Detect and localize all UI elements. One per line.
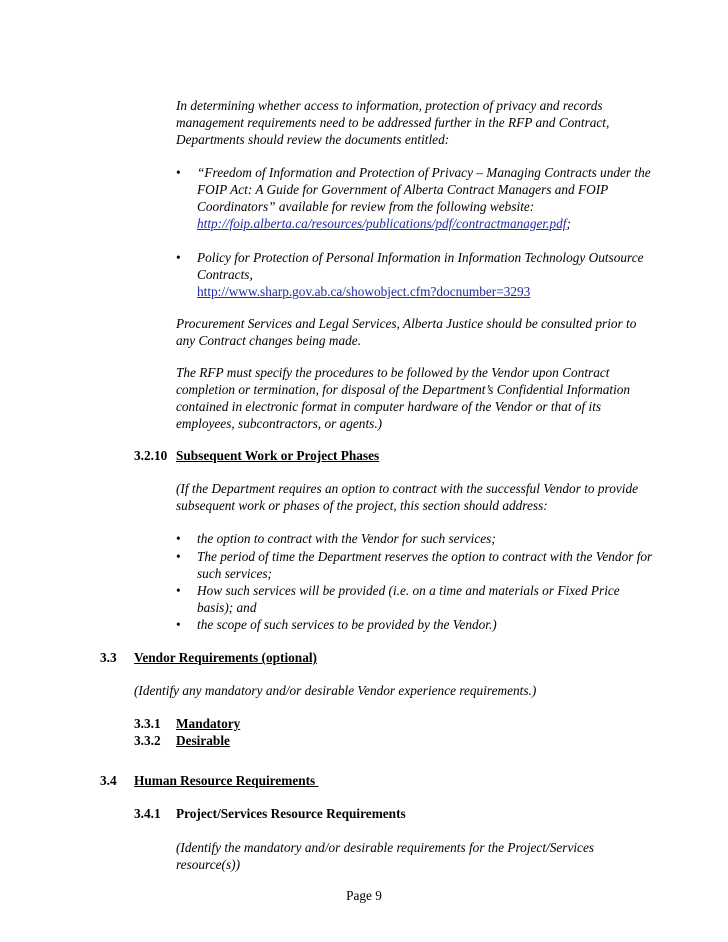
list-item-text: the option to contract with the Vendor for such services; <box>197 531 496 546</box>
list-item <box>176 616 656 633</box>
foip-guide-link[interactable]: http://foip.alberta.ca/resources/publications/pdf/contractmanager.pdf <box>197 216 567 231</box>
list-item-text: the scope of such services to be provided by the Vendor.) <box>197 617 497 632</box>
subsection-heading-3-4-1 <box>134 805 406 822</box>
list-item-text: The period of time the Department reserves the option to contract with the Vendor for such services; <box>197 549 653 581</box>
document-list-item <box>176 249 656 300</box>
document-title-text: “Freedom of Information and Protection of Privacy – Managing Contracts under the FOIP Act: A Guide for Government of Alberta Contract Managers and FOIP Coordinators” available for review from the following website: <box>197 165 651 214</box>
section-title: Project/Services Resource Requirements <box>176 806 406 821</box>
bullet-glyph: • <box>176 531 181 546</box>
section-number: 3.3.1 <box>134 716 161 731</box>
section-title: Subsequent Work or Project Phases <box>176 448 380 463</box>
list-item <box>176 530 656 547</box>
intro-paragraph: In determining whether access to information, protection of privacy and records management requirements need to be addressed further in the RFP and Contract, Departments should review the documents entitled: <box>176 98 610 147</box>
section-title: Vendor Requirements (optional) <box>134 650 317 665</box>
page-number: Page 9 <box>346 888 382 903</box>
bullet-glyph: • <box>176 165 181 180</box>
section-number: 3.4.1 <box>134 806 161 821</box>
section-number: 3.3.2 <box>134 733 161 748</box>
section-heading-3-4 <box>100 772 319 789</box>
section-3-2-10-intro: (If the Department requires an option to contract with the successful Vendor to provide subsequent work or phases of the project, this section should address: <box>176 481 638 513</box>
section-title: Desirable <box>176 733 230 748</box>
section-3-4-1-note: (Identify the mandatory and/or desirable requirements for the Project/Services resource(s)) <box>176 840 595 872</box>
document-list-item <box>176 164 656 232</box>
sharp-policy-link[interactable]: http://www.sharp.gov.ab.ca/showobject.cfm?docnumber=3293 <box>197 284 531 299</box>
subsection-heading-3-3-2 <box>134 732 230 749</box>
section-heading-3-3 <box>100 649 317 666</box>
section-title: Mandatory <box>176 716 241 731</box>
section-3-3-note: (Identify any mandatory and/or desirable Vendor experience requirements.) <box>134 683 537 698</box>
bullet-glyph: • <box>176 250 181 265</box>
termination-paragraph: The RFP must specify the procedures to be followed by the Vendor upon Contract completion or termination, for disposal of the Department’s Confidential Information contained in electronic format in computer hardware of the Vendor or that of its employees, subcontractors, or agents.) <box>176 365 631 431</box>
bullet-glyph: • <box>176 617 181 632</box>
list-item <box>176 548 656 582</box>
bullet-glyph: • <box>176 583 181 598</box>
subsection-heading-3-3-1 <box>134 715 240 732</box>
section-heading-3-2-10 <box>134 447 379 464</box>
section-number: 3.3 <box>100 650 117 665</box>
section-title: Human Resource Requirements <box>134 773 316 788</box>
document-title-text: Policy for Protection of Personal Information in Information Technology Outsource Contracts, <box>197 250 644 282</box>
list-item-text: How such services will be provided (i.e. on a time and materials or Fixed Price basis); and <box>197 583 620 615</box>
section-number: 3.2.10 <box>134 448 168 463</box>
list-item <box>176 582 656 616</box>
link-suffix: ; <box>566 216 571 231</box>
consult-paragraph: Procurement Services and Legal Services, Alberta Justice should be consulted prior to any Contract changes being made. <box>176 316 637 348</box>
bullet-glyph: • <box>176 549 181 564</box>
section-number: 3.4 <box>100 773 117 788</box>
